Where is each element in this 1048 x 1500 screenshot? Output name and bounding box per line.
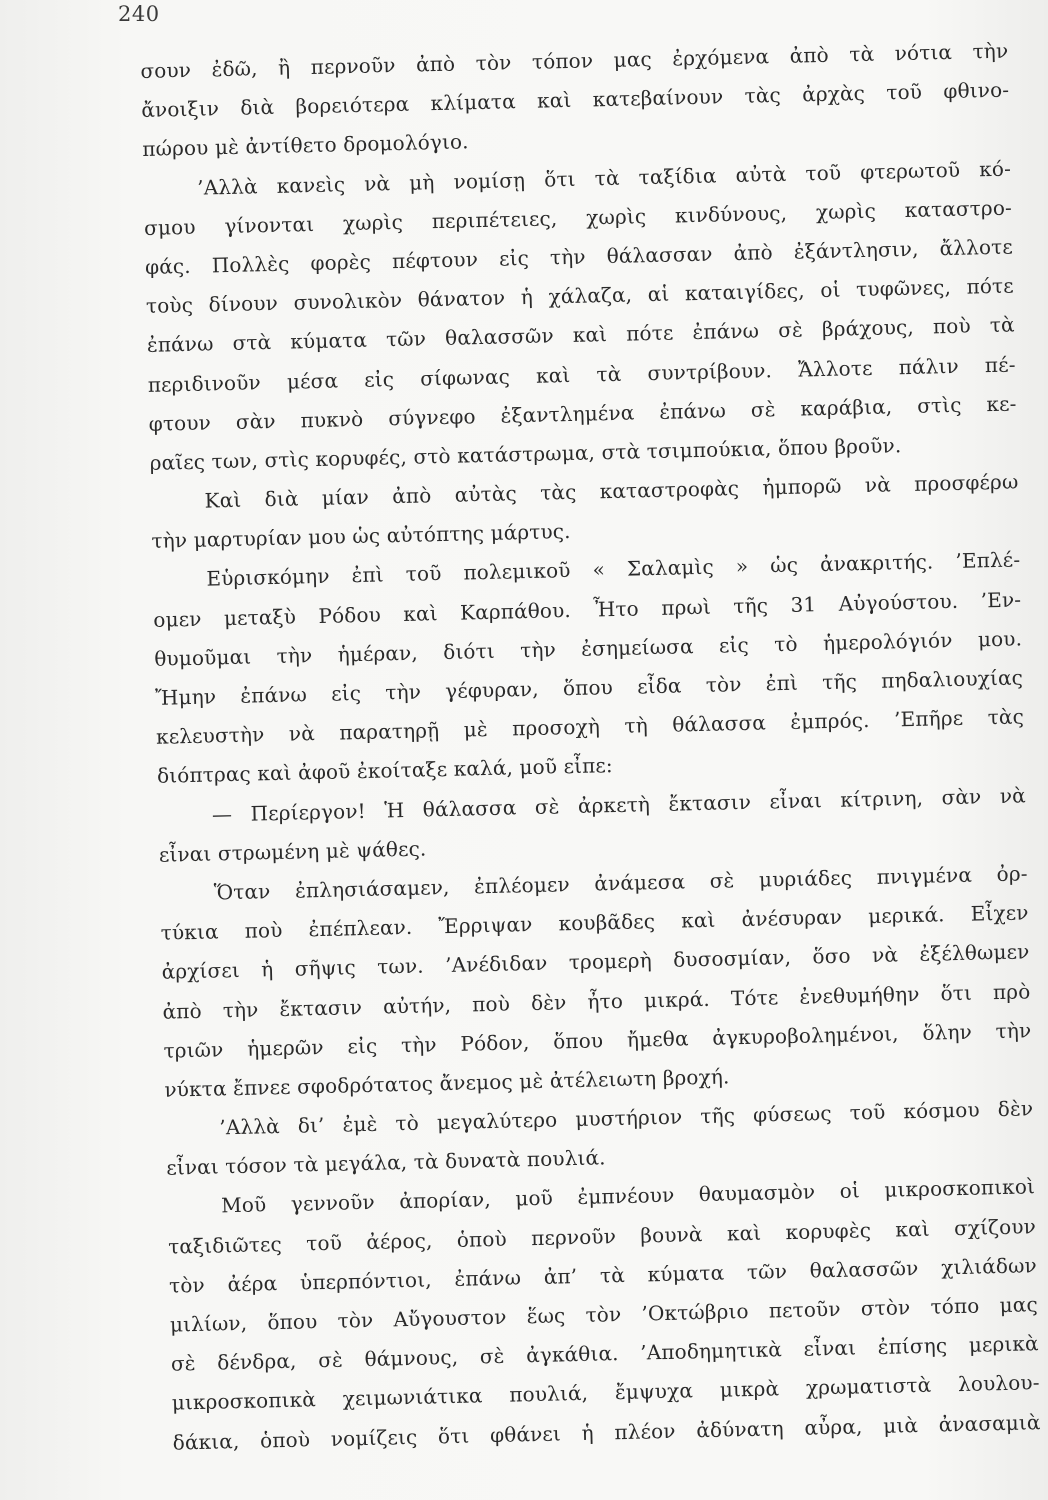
text-line: κελευστὴν νὰ παρατηρῇ μὲ προσοχὴ τὴ θάλασσα ἐμπρός. ’Επῆρε τὰς (155, 704, 1025, 749)
text-line: — Περίεργον! Ἡ θάλασσα σὲ ἀρκετὴ ἔκτασιν εἶναι κίτρινη, σὰν νὰ (211, 782, 1027, 827)
text-line: θυμοῦμαι τὴν ἡμέραν, διότι τὴν ἐσημείωσα εἰς τὸ ἡμερολόγιόν μου. (154, 626, 1023, 671)
text-line: τριῶν ἡμερῶν εἰς τὴν Ρόδον, ὅπου ἤμεθα ἀγκυροβολημένοι, ὅλην τὴν (163, 1017, 1032, 1063)
text-line: Εὑρισκόμην ἐπὶ τοῦ πολεμικοῦ « Σαλαμὶς » ὡς ἀνακριτής. ’Επλέ- (206, 547, 1021, 592)
text-line: φάς. Πολλὲς φορὲς πέφτουν εἰς τὴν θάλασσαν ἀπὸ ἐξάντλησιν, ἄλλοτε (144, 234, 1014, 279)
text-line: δάκια, ὁποὺ νομίζεις ὅτι φθάνει ἡ πλέον ἀδύνατη αὖρα, μιὰ ἀνασαμιὰ (172, 1409, 1041, 1455)
text-line: ἐπάνω στὰ κύματα τῶν θαλασσῶν καὶ πότε ἐπάνω σὲ βράχους, ποὺ τὰ (146, 312, 1015, 358)
text-line: σουν ἐδῶ, ἢ περνοῦν ἀπὸ τὸν τόπον μας ἐρχόμενα ἀπὸ τὰ νότια τὴν (140, 38, 1009, 83)
text-line: περιδινοῦν μέσα εἰς σίφωνας καὶ τὰ συντρίβουν. Ἄλλοτε πάλιν πέ- (147, 351, 1016, 397)
text-line: νύκτα ἔπνεε σφοδρότατος ἄνεμος μὲ ἀτέλειωτη βροχή. (164, 1064, 730, 1102)
text-line: τὴν μαρτυρίαν μου ὡς αὐτόπτης μάρτυς. (151, 519, 571, 554)
text-line: μιλίων, ὅπου τὸν Αὔγουστον ἕως τὸν ’Οκτώβριο πετοῦν στὸν τόπο μας (169, 1292, 1039, 1337)
text-line: εἶναι τόσον τὰ μεγάλα, τὰ δυνατὰ πουλιά. (166, 1145, 606, 1180)
text-line: ραῖες των, στὶς κορυφές, στὸ κατάστρωμα, στὰ τσιμπούκια, ὅπου βροῦν. (149, 433, 902, 475)
text-line: σμου γίνονται χωρὶς περιπέτειες, χωρὶς κινδύνους, χωρὶς καταστρο- (143, 195, 1013, 240)
text-line: πώρου μὲ ἀντίθετο δρομολόγιο. (142, 129, 469, 162)
text-line: ἀρχίσει ἡ σῆψις των. ’Ανέδιδαν τρομερὴ δυσοσμίαν, ὅσο νὰ ἐξέλθωμεν (161, 939, 1030, 985)
text-line: ’Αλλὰ κανεὶς νὰ μὴ νομίσῃ ὅτι τὰ ταξίδια αὐτὰ τοῦ φτερωτοῦ κό- (196, 156, 1012, 200)
text-line: σὲ δένδρα, σὲ θάμνους, σὲ ἀγκάθια. ’Αποδημητικὰ εἶναι ἐπίσης μερικὰ (170, 1331, 1039, 1376)
text-line: ἄνοιξιν διὰ βορειότερα κλίματα καὶ κατεβαίνουν τὰς ἀρχὰς τοῦ φθινο- (141, 77, 1010, 123)
text-line: τὸν ἀέρα ὑπερπόντιοι, ἐπάνω ἀπ’ τὰ κύματα τῶν θαλασσῶν χιλιάδων (168, 1253, 1038, 1298)
text-line: τύκια ποὺ ἐπέπλεαν. Ἔρριψαν κουβᾶδες καὶ ἀνέσυραν μερικά. Εἶχεν (160, 900, 1029, 945)
text-line: Καὶ διὰ μίαν ἀπὸ αὐτὰς τὰς καταστροφὰς ἠμπορῶ νὰ προσφέρω (204, 469, 1019, 513)
text-line: Μοῦ γεννοῦν ἀπορίαν, μοῦ ἐμπνέουν θαυμασμὸν οἱ μικροσκοπικοὶ (220, 1174, 1036, 1218)
text-line: φτουν σὰν πυκνὸ σύγνεφο ἐξαντλημένα ἐπάνω σὲ καράβια, στὶς κε- (148, 391, 1017, 436)
text-line: μικροσκοπικὰ χειμωνιάτικα πουλιά, ἔμψυχα μικρὰ χρωματιστὰ λουλου- (171, 1370, 1040, 1415)
body-text (140, 31, 1048, 1462)
text-line: ομεν μεταξὺ Ρόδου καὶ Καρπάθου. Ἦτο πρωὶ τῆς 31 Αὐγούστου. ’Εν- (153, 587, 1022, 632)
text-line: ἀπὸ τὴν ἔκτασιν αὐτήν, ποὺ δὲν ἦτο μικρά. Τότε ἐνεθυμήθην ὅτι πρὸ (162, 978, 1031, 1024)
text-line: Ὅταν ἐπλησιάσαμεν, ἐπλέομεν ἀνάμεσα σὲ μυριάδες πνιγμένα ὀρ- (213, 861, 1028, 905)
page-number: 240 (118, 2, 160, 26)
text-line: τοὺς δίνουν συνολικὸν θάνατον ἡ χάλαζα, αἱ καταιγίδες, οἱ τυφῶνες, πότε (145, 273, 1015, 319)
text-line: εἶναι στρωμένη μὲ ψάθες. (158, 836, 427, 867)
text-line: Ἤμην ἐπάνω εἰς τὴν γέφυραν, ὅπου εἶδα τὸν ἐπὶ τῆς πηδαλιουχίας (154, 665, 1024, 710)
text-line: ’Αλλὰ δι’ ἐμὲ τὸ μεγαλύτερο μυστήριον τῆς φύσεως τοῦ κόσμου δὲν (219, 1096, 1034, 1140)
text-line: διόπτρας καὶ ἀφοῦ ἐκοίταξε καλά, μοῦ εἶπε: (156, 753, 614, 789)
text-line: ταξιδιῶτες τοῦ ἀέρος, ὁποὺ περνοῦν βουνὰ καὶ κορυφὲς καὶ σχίζουν (167, 1213, 1037, 1259)
